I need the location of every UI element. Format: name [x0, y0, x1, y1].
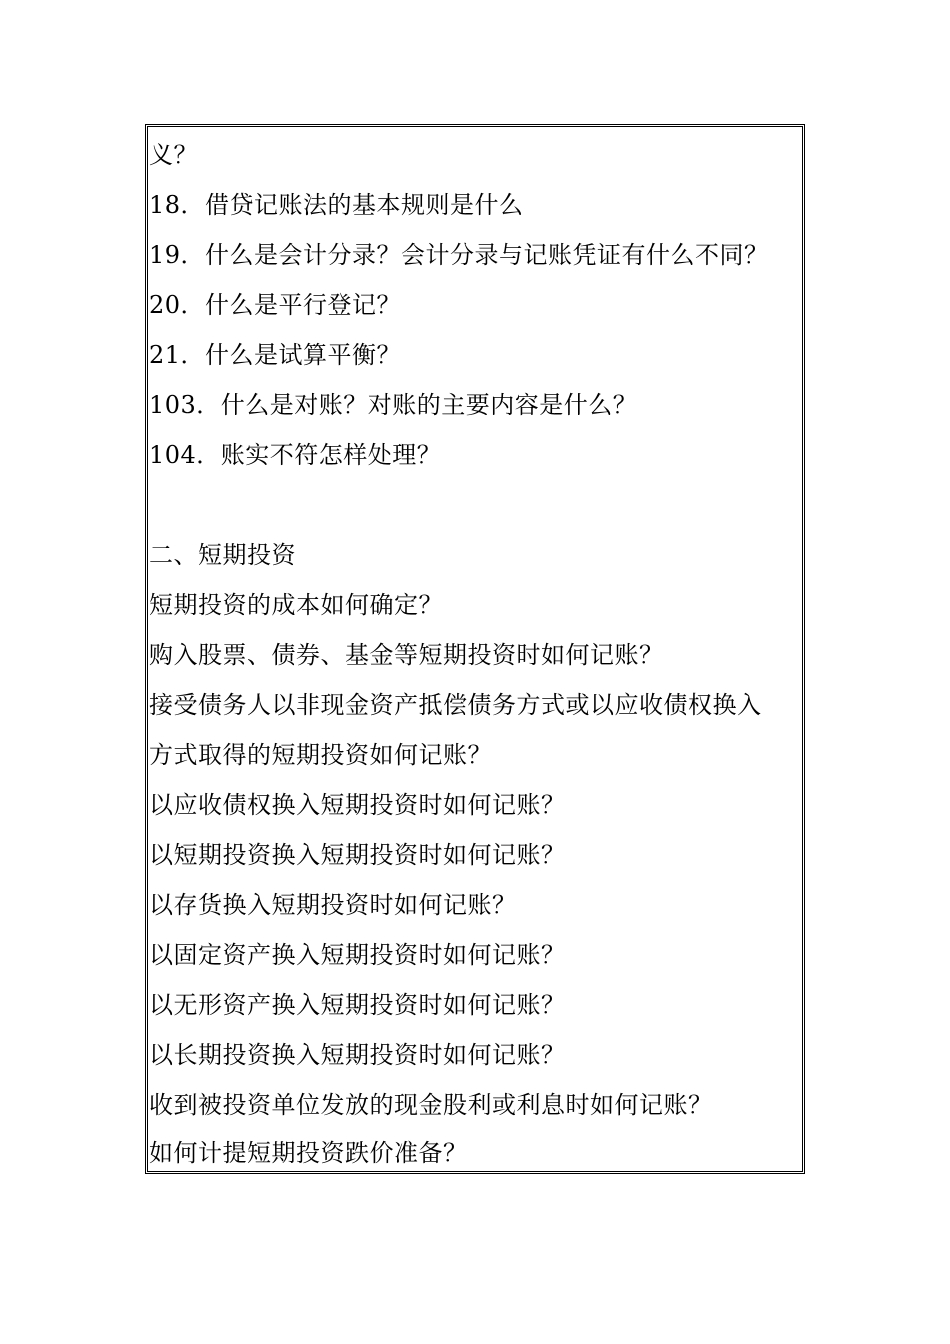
text-line: 购入股票、债券、基金等短期投资时如何记账？	[149, 641, 664, 669]
text-line: 以长期投资换入短期投资时如何记账？	[149, 1041, 566, 1069]
text-line: 以存货换入短期投资时如何记账？	[149, 891, 517, 919]
text-line: 义？	[149, 141, 198, 169]
text-line: 103．什么是对账？对账的主要内容是什么？	[149, 391, 638, 419]
text-line: 20．什么是平行登记？	[149, 291, 402, 319]
text-line: 短期投资的成本如何确定？	[149, 591, 443, 619]
text-line: 收到被投资单位发放的现金股利或利息时如何记账？	[149, 1091, 713, 1119]
text-line: 104．账实不符怎样处理？	[149, 441, 442, 469]
section-heading: 二、短期投资	[149, 541, 296, 569]
text-line: 18．借贷记账法的基本规则是什么	[149, 191, 524, 219]
text-line: 以短期投资换入短期投资时如何记账？	[149, 841, 566, 869]
document-frame	[145, 124, 805, 1174]
text-line: 19．什么是会计分录？会计分录与记账凭证有什么不同？	[149, 241, 769, 269]
text-line: 接受债务人以非现金资产抵偿债务方式或以应收债权换入	[149, 691, 762, 719]
text-line: 以应收债权换入短期投资时如何记账？	[149, 791, 566, 819]
text-line: 以无形资产换入短期投资时如何记账？	[149, 991, 566, 1019]
text-line: 方式取得的短期投资如何记账？	[149, 741, 492, 769]
text-line: 以固定资产换入短期投资时如何记账？	[149, 941, 566, 969]
text-line: 如何计提短期投资跌价准备？	[149, 1139, 468, 1167]
text-line: 21．什么是试算平衡？	[149, 341, 402, 369]
